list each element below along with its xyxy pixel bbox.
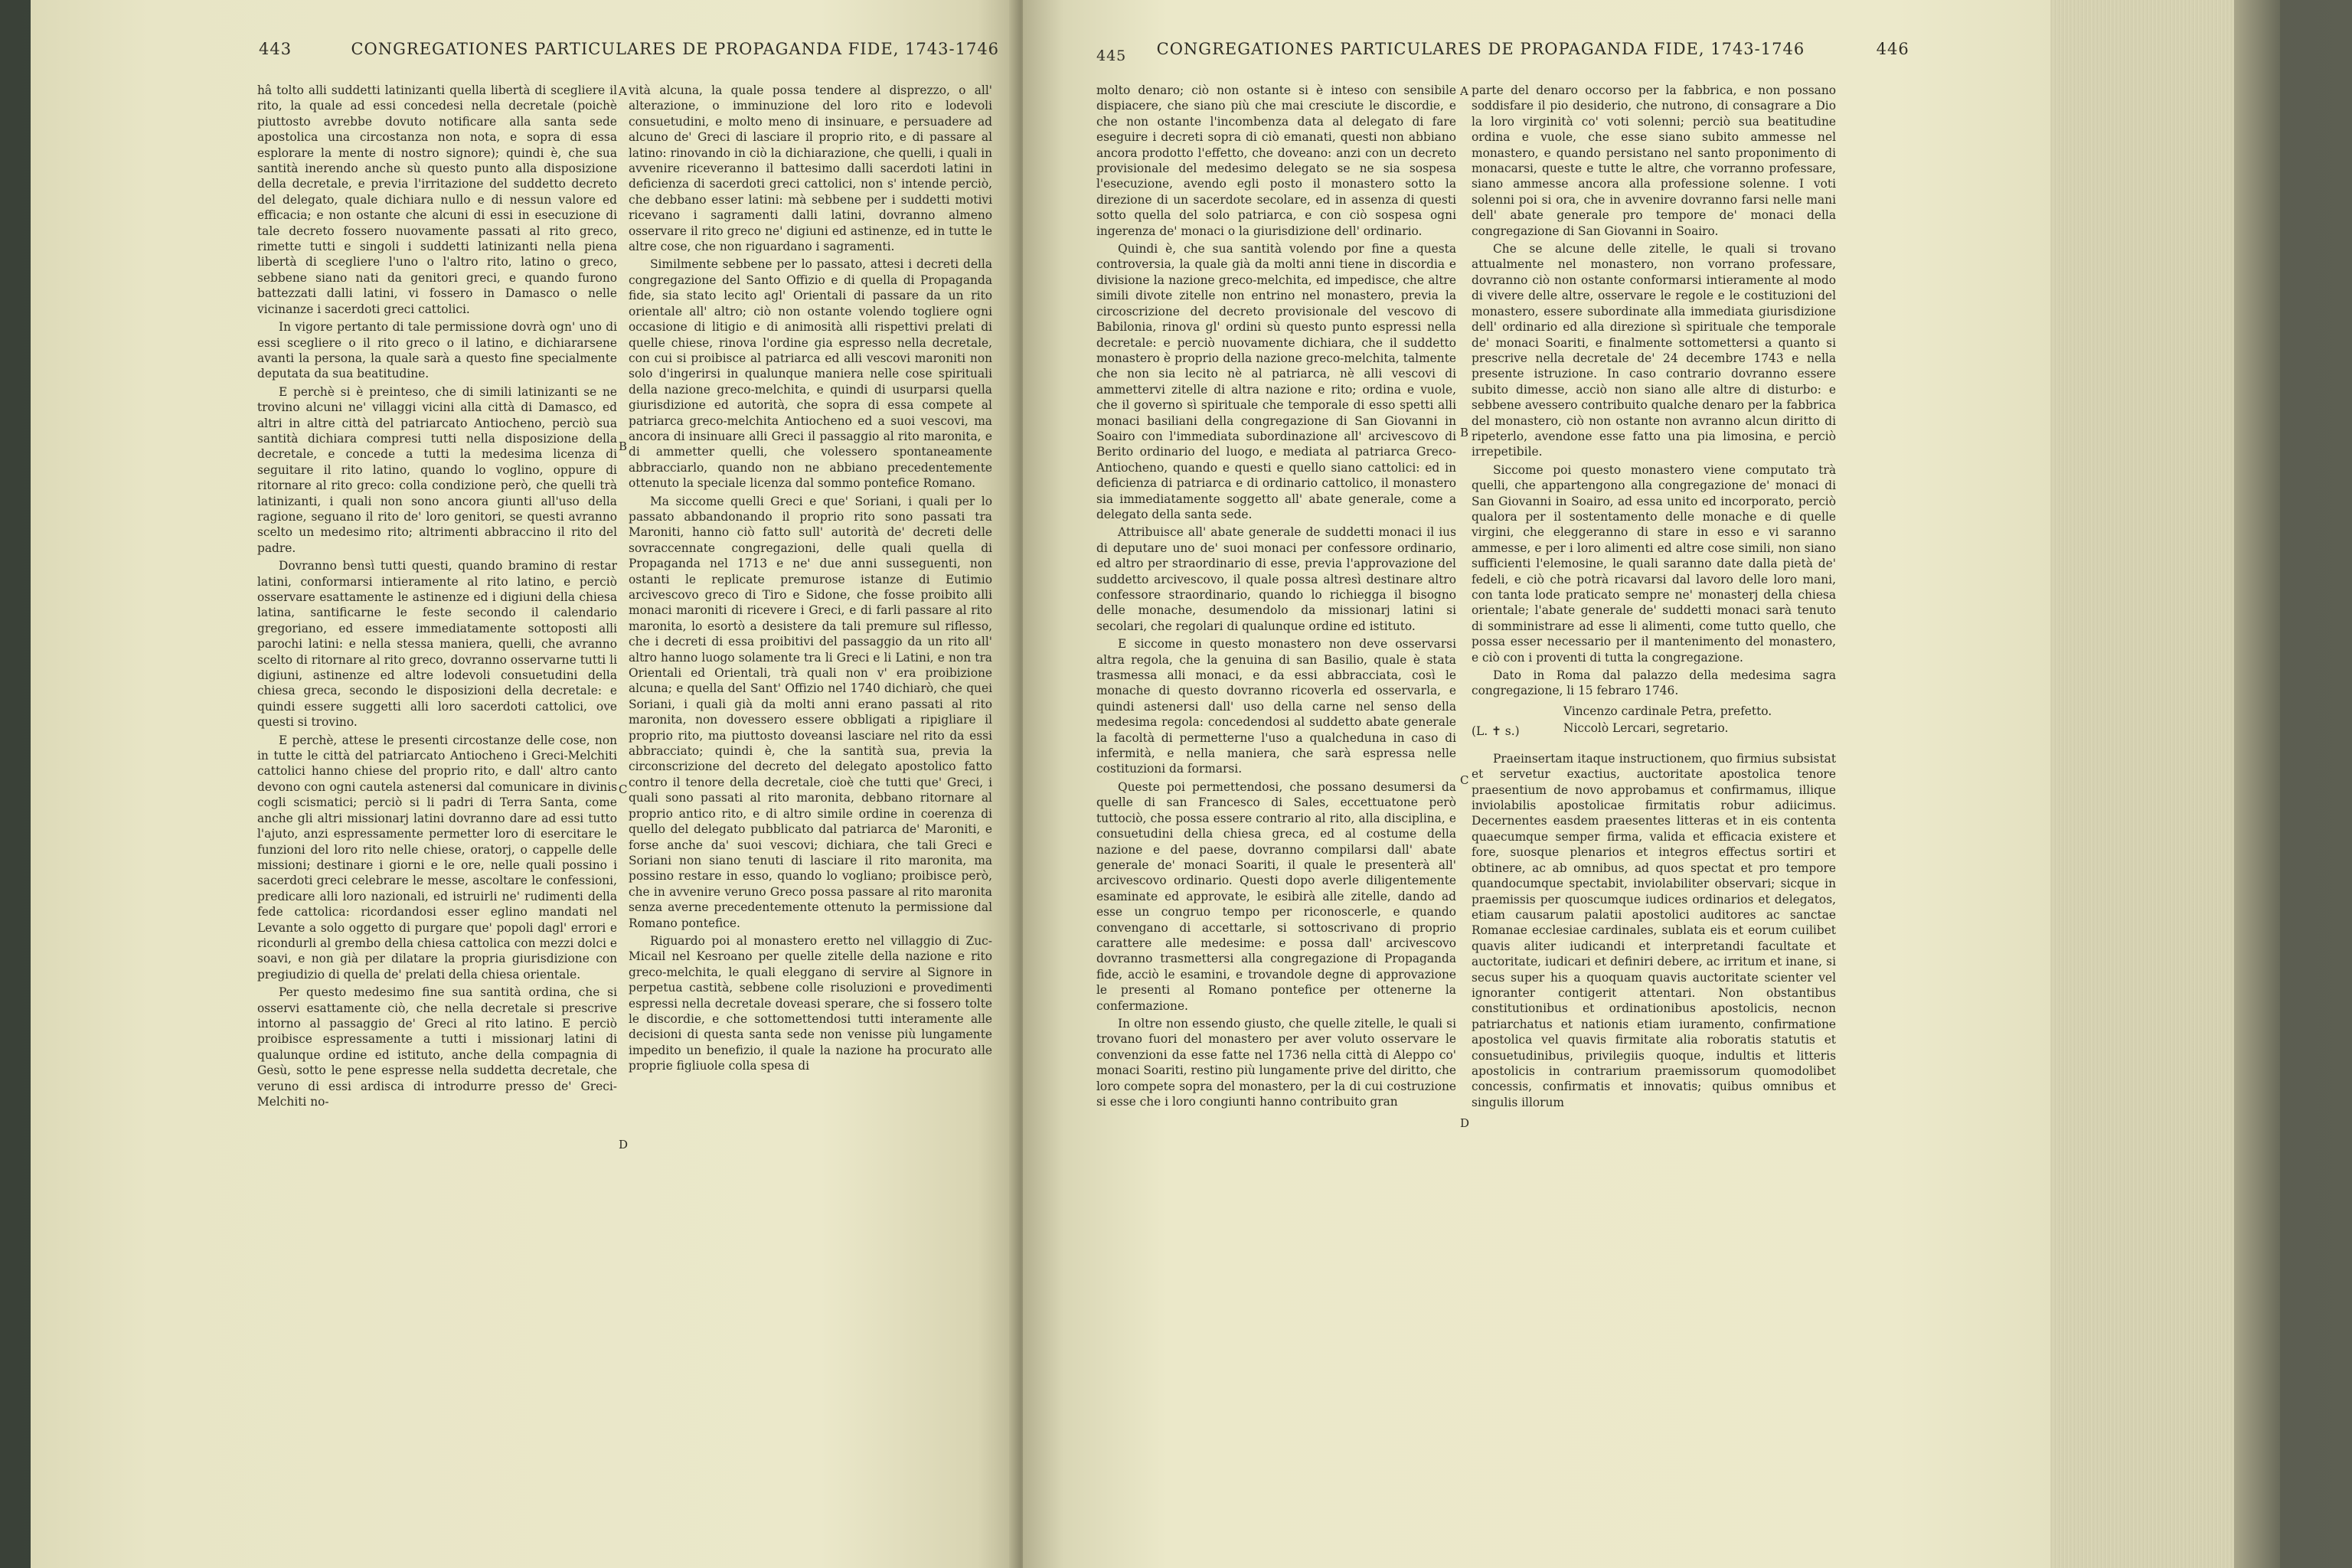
paragraph: E perchè si è preinteso, che di simili latinizanti se ne trovino alcuni ne' villaggi vicini alla città di Damasco, ed altri in altre città del patriarcato Antiocheno, perciò sua santità dichiara compresi tutti nella disposizione della decretale, e concede a tutti la medesima licenza di seguitare il rito latino, quando lo voglino, oppure di ritornare al rito greco: colla condizione però, che quelli trà latinizanti, i quali non sono ancora giunti all'uso della ragione, seguano il rito de' loro genitori, se questi avranno scelto un medesimo rito; altrimenti abbraccino il rito del padre. [257,384,617,555]
page-number-446: 446 [1876,40,1909,58]
paragraph: Riguardo poi al monastero eretto nel villaggio di Zuc-Micail nel Kesroano per quelle zitelle della nazione e rito greco-melchita, le quali eleggano di servire al Signore in perpetua castità, sebbene colle risoluzioni e provedimenti espressi nella decretale doveasi sperare, che si fossero tolte le discordie, e che sottomettendosi tutti interamente alle decisioni di questa santa sede non venisse più lungamente impedito un benefizio, il quale la nazione ha procurato alle proprie figliuole colla spesa di [629,933,992,1073]
page-number-445: 445 [1096,47,1127,64]
latin-paragraph: Praeinsertam itaque instructionem, quo firmius subsistat et servetur exactius, auctoritate apostolica tenore praesentium de novo approbamus et confirmamus, illique inviolabilis apostolicae firmitatis robur adiicimus. Decernentes easdem praesentes litteras et in eis contenta quaecumque semper firma, valida et efficacia existere et fore, suosque plenarios et integros effectus sortiri et obtinere, ac ab omnibus, ad quos spectat et pro tempore quandocumque spectabit, inviolabiliter observari; sicque in praemissis per quoscumque iudices ordinarios et delegatos, etiam causarum palatii apostolici auditores ac sanctae Romanae ecclesiae cardinales, sublata eis et eorum cuilibet quavis aliter iudicandi et interpretandi facultate et auctoritate, iudicari et definiri debere, ac irritum et inane, si secus super his a quoquam quavis auctoritate scienter vel ignoranter contigerit attentari. Non obstantibus constitutionibus et ordinationibus apostolicis, necnon patriarchatus et nationis etiam iuramento, confirmatione apostolica vel quavis firmitate alia roboratis statutis et consuetudinibus, privilegiis quoque, indultis et litteris apostolicis in contrarium praemissorum quomodolibet concessis, confirmatis et innovatis; quibus omnibus et singulis illorum [1472,751,1836,1109]
page-number-443: 443 [259,40,292,58]
text-column-1 [257,83,617,1112]
page-edges [2050,0,2234,1568]
running-title: CONGREGATIONES PARTICULARES DE PROPAGANDA FIDE, 1743-1746 [351,40,1000,58]
running-title-right: CONGREGATIONES PARTICULARES DE PROPAGANDA FIDE, 1743-1746 [1156,40,1805,58]
book-cover-edge [2234,0,2280,1568]
paragraph: In vigore pertanto di tale permissione dovrà ogn' uno di essi scegliere o il rito greco o il latino, e dichiararsene avanti la persona, la quale sarà a questo fine specialmente deputata da sua beatitudine. [257,320,617,381]
seal-mark: (L. ✝ s.) [1472,724,1520,738]
signature-secretary: Niccolò Lercari, segretario. [1563,720,1729,735]
paragraph: Ma siccome quelli Greci e que' Soriani, i quali per lo passato abbandonando il proprio rito sono passati tra Maroniti, hanno ciò fatto sull' autorità de' decreti delle sovraccennate congregazioni, delle quali quella di Propaganda nel 1713 e ne' due anni susseguenti, non ostanti le replicate premurose istanze di Eutimio arcivescovo greco di Tiro e Sidone, che fosse proibito alli monaci maroniti di ricevere i Greci, e di farli passare al rito maronita, lo esortò a desistere da tali premure sul riflesso, che i decreti di essa proibitivi del passaggio da un rito all' altro hanno luogo solamente tra li Greci e li Latini, e non tra Orientali ed Orientali, trà quali non v' era proibizione alcuna; e quella del Sant' Offizio nel 1740 dichiarò, che quei Soriani, i quali già da molti anni erano passati al rito maronita, non dovessero essere obbligati a ripigliare il proprio rito, ma piuttosto doveansi lasciare nel rito da essi abbracciato; quindi è, che la santità sua, previa la circonscrizione del decreto del delegato apostolico fatto contro il tenore della decretale, cioè che tutti que' Greci, i quali sono passati al rito maronita, debbano ritornare al proprio antico rito, e di altro simile ordine in coerenza di quello del delegato pubblicato dal patriarca de' Maroniti, e forse anche da' suoi vescovi; dichiara, che tali Greci e Soriani non siano tenuti di lasciare il rito maronita, ma possino restare in esso, quando lo vogliano; proibisce però, che in avvenire veruno Greco possa passare al rito maronita senza averne precedentemente ottenuto la permissione dal Romano pontefice. [629,494,992,930]
paragraph: Che se alcune delle zitelle, le quali si trovano attualmente nel monastero, non vorrano professare, dovranno ciò non ostante conformarsi intieramente al modo di vivere delle altre, osservare le regole e le costituzioni del monastero, essere subordinate alla immediata giurisdizione dell' ordinario ed alla direzione sì spirituale che temporale de' monaci Soariti, e finalmente sottomettersi a quanto si prescrive nella decretale de' 24 decembre 1743 e nella presente istruzione. In caso contrario dovranno essere subito dimesse, acciò non siano alle altre di disturbo: e sebbene avessero contribuito qualche denaro per la fabbrica del monastero, ciò non ostante non avranno alcun diritto di ripeterlo, avendone esse fatto una pia limosina, e perciò irrepetibile. [1472,242,1836,459]
margin-letter-c-right: C [1460,773,1469,787]
paragraph: Queste poi permettendosi, che possano desumersi da quelle di san Francesco di Sales, eccettuatone però tuttociò, che possa essere contrario al rito, alla disciplina, e consuetudini della chiesa greca, ed al costume della nazione e del paese, dovranno compilarsi dall' abate generale de' monaci Soariti, il quale le presenterà all' arcivescovo ordinario. Questi dopo averle diligentemente esaminate ed approvate, le esibirà alle zitelle, dando ad esse un congruo tempo per riconoscerle, e quando convengano di accettarle, si sottoscrivano di proprio carattere alle medesime: e possa dall' arcivescovo dovranno trasmettersi alla congregazione di Propaganda fide, acciò le esamini, e trovandole degne di approvazione le presenti al Romano pontefice per ottenerne la confermazione. [1096,779,1456,1013]
paragraph: molto denaro; ciò non ostante si è inteso con sensibile dispiacere, che siano più che mai cresciute le discordie, e che non ostante l'incombenza data al delegato di fare eseguire i decreti sopra di ciò emanati, questi non abbiano ancora prodotto l'effetto, che doveano: anzi con un decreto provisionale del medesimo delegato se ne sia sospesa l'esecuzione, avendo egli posto il monastero sotto la direzione di un sacerdote secolare, ed in assenza di questi sotto quella del solo patriarca, e con ciò sospesa ogni ingerenza de' monaci o la giurisdizione dell' ordinario. [1096,83,1456,238]
margin-letter-b: B [619,439,628,453]
paragraph: vità alcuna, la quale possa tendere al disprezzo, o all' alterazione, o imminuzione del loro rito e lodevoli consuetudini, e molto meno di insinuare, e persuadere ad alcuno de' Greci di lasciare il proprio rito, e di passare al latino: rinovando in ciò la dichiarazione, che quelli, i quali in avvenire riceveranno il battesimo dalli sacerdoti latini in deficienza di sacerdoti greci cattolici, non s' intende perciò, che debbano esser latini: mà sebbene per i suddetti motivi ricevano i sagramenti dalli latini, dovranno almeno osservare il rito greco ne' digiuni ed astinenze, ed in tutte le altre cose, che non riguardano i sagramenti. [629,83,992,254]
left-page [31,0,1017,1568]
paragraph: Quindi è, che sua santità volendo por fine a questa controversia, la quale già da molti anni tiene in discordia e divisione la nazione greco-melchita, ed impedisce, che altre simili divote zitelle non entrino nel monastero, previa la circoscrizione del decreto provisionale del vescovo di Babilonia, rinova gl' ordini sù questo punto espressi nella decretale: e perciò nuovamente dichiara, che il suddetto monastero è proprio della nazione greco-melchita, talmente che non sia lecito nè al patriarca, nè alli vescovi di ammettervi zitelle di altra nazione e rito; ordina e vuole, che il governo sì spirituale che temporale di esso spetti alli monaci basiliani della congregazione di San Giovanni in Soairo con l'immediata subordinazione all' arcivescovo di Berito ordinario del luogo, e mediata al patriarca Greco-Antiocheno, quando e questi e quello siano cattolici: ed in deficienza di patriarca e di ordinario cattolico, il monastero sia immediatamente soggetto all' abate generale, come a delegato della santa sede. [1096,242,1456,521]
margin-letter-a-right: A [1460,84,1468,98]
paragraph: Dovranno bensì tutti questi, quando bramino di restar latini, conformarsi intieramente al rito latino, e perciò osservare esattamente le astinenze ed i digiuni della chiesa latina, santificarne le feste secondo il calendario gregoriano, ed essere immediatamente sottoposti alli parochi latini: e nella stessa maniera, quelli, che avranno scelto di ritornare al rito greco, dovranno osservarne tutti li digiuni, astinenze ed altre lodevoli consuetudini della chiesa greca, secondo le disposizioni della decretale: e quindi essere suggetti alli loro sacerdoti cattolici, ove questi si trovino. [257,559,617,730]
margin-letter-a: A [619,84,627,98]
paragraph: Similmente sebbene per lo passato, attesi i decreti della congregazione del Santo Offizio e di quella di Propaganda fide, sia stato lecito agl' Orientali di passare da un rito orientale all' altro; ciò non ostante volendo togliere ogni occasione di litigio e di animosità alli rispettivi prelati di quelle chiese, rinova l'ordine gia espresso nella decretale, con cui si proibisce al patriarca ed alli vescovi maroniti non solo d'ingerirsi in qualunque maniera nelle cose spirituali della nazione greco-melchita, e quindi di usurparsi quella giurisdizione ed autorità, che sopra di essa compete al patriarca greco-melchita Antiocheno ed a suoi vescovi, ma ancora di insinuare alli Greci il passaggio al rito maronita, e di ammetter quelli, che volessero spontaneamente abbracciarlo, quando non ne abbiano precedentemente ottenuto la speciale licenza dal sommo pontefice Romano. [629,257,992,491]
right-page [1023,0,2050,1568]
paragraph: Per questo medesimo fine sua santità ordina, che si osservi esattamente ciò, che nella decretale si prescrive intorno al passaggio de' Greci al rito latino. E perciò proibisce espressamente a tutti i missionarj latini di qualunque ordine ed istituto, anche della compagnia di Gesù, sotto le pene espresse nella suddetta decretale, che veruno di essi ardisca di introdurre presso de' Greci-Melchiti no- [257,985,617,1109]
signature-prefect: Vincenzo cardinale Petra, prefetto. [1563,704,1772,718]
paragraph: E siccome in questo monastero non deve osservarsi altra regola, che la genuina di san Basilio, quale è stata trasmessa alli monaci, e da essi abbracciata, così le monache di questo dovranno ricoverla ed osservarla, e quindi astenersi dall' uso della carne nel senso della medesima regola: concedendosi al suddetto abate generale la facoltà di permetterne l'uso a qualcheduna in caso di infermità, e nella maniera, che sarà espressa nelle costituzioni da formarsi. [1096,637,1456,776]
margin-letter-c: C [619,782,628,796]
text-column-3 [1096,83,1456,1112]
margin-letter-b-right: B [1460,426,1469,439]
margin-letter-d: D [619,1138,629,1152]
paragraph: E perchè, attese le presenti circostanze delle cose, non in tutte le città del patriarcato Antiocheno i Greci-Melchiti cattolici hanno chiese del proprio rito, e dall' altro canto devono con ogni cautela astenersi dal comunicare in divinis cogli scismatici; perciò si li padri di Terra Santa, come anche gli altri missionarj latini dovranno dare ad essi tutto l'ajuto, anzi espressamente permetter loro di esercitare le funzioni del loro rito nelle chiese, oratorj, o cappelle delle missioni; destinare i giorni e le ore, nelle quali possino i sacerdoti greci celebrare le messe, ascoltare le confessioni, predicare alli loro nazionali, ed istruirli ne' rudimenti della fede cattolica: ricordandosi esser eglino mandati nel Levante a solo oggetto di purgare que' popoli dagl' errori e ricondurli al grembo della chiesa cattolica con mezzi dolci e soavi, e non già per dilatare la propria giurisdizione con pregiudizio di quella de' prelati della chiesa orientale. [257,733,617,982]
paragraph: Attribuisce all' abate generale de suddetti monaci il ius di deputare uno de' suoi monaci per confessore ordinario, ed altro per straordinario di esse, previa l'approvazione del suddetto arcivescovo, il quale possa altresì destinare altro confessore straordinario, quando lo richiegga il bisogno delle monache, desumendolo da missionarj latini si secolari, che regolari di qualunque ordine ed istituto. [1096,525,1456,633]
text-column-2 [629,83,992,1076]
text-column-4 [1472,83,1836,1112]
paragraph: Dato in Roma dal palazzo della medesima sagra congregazione, li 15 febraro 1746. [1472,668,1836,698]
signature-block [1472,704,1836,740]
paragraph: parte del denaro occorso per la fabbrica, e non possano soddisfare il pio desiderio, che nutrono, di consagrare a Dio la loro virginità co' voti solenni; perciò sua beatitudine ordina e vuole, che esse siano subito ammesse nel monastero, e quando persistano nel santo proponimento di monacarsi, queste e tutte le altre, che vorranno professare, siano ammesse ancora alla professione solenne. I voti solenni poi si ora, che in avvenire dovranno farsi nelle mani dell' abate generale pro tempore de' monaci della congregazione di San Giovanni in Soairo. [1472,83,1836,238]
margin-letter-d-right: D [1460,1116,1470,1130]
paragraph: In oltre non essendo giusto, che quelle zitelle, le quali si trovano fuori del monastero per aver voluto osservare le convenzioni da esse fatte nel 1736 nella città di Aleppo co' monaci Soariti, restino più lungamente prive del diritto, che loro compete sopra del monastero, per la di cui costruzione si esse che i loro congiunti hanno contribuito gran [1096,1016,1456,1109]
paragraph: hâ tolto alli suddetti latinizanti quella libertà di scegliere il rito, la quale ad essi concedesi nella decretale (poichè piuttosto avrebbe dovuto notificare alla santa sede apostolica una circostanza non nota, e sopra di essa esplorare la mente di nostro signore); quindi è, che sua santità inerendo anche sù questo punto alla disposizione della decretale, e previa l'irritazione del suddetto decreto del delegato, quale dichiara nullo e di nessun valore ed efficacia; e non ostante che alcuni di essi in esecuzione di tale decreto fossero nuovamente passati al rito greco, rimette tutti e singoli i suddetti latinizanti nella piena libertà di scegliere l'uno o l'altro rito, latino o greco, sebbene siano nati da genitori greci, e quando furono battezzati dalli latini, vi fossero in Damasco o nelle vicinanze i sacerdoti greci cattolici. [257,83,617,316]
right-running-header [1096,40,1909,66]
paragraph: Siccome poi questo monastero viene computato trà quelli, che appartengono alla congregazione de' monaci di San Giovanni in Soairo, ad essa unito ed incorporato, perciò qualora per il sostentamento delle monache e di quelle virgini, che eleggeranno di stare in esso e vi saranno ammesse, e per i loro alimenti ed altre cose simili, non siano sufficienti l'elemosine, le quali saranno date dalla pietà de' fedeli, e ciò che potrà ricavarsi dal lavoro delle loro mani, con tanta lode praticato sempre ne' monasterj della chiesa orientale; l'abate generale de' suddetti monaci sarà tenuto di somministrare ad esse li alimenti, come tutto quello, che possa esser necessario per il mantenimento del monastero, e ciò con i proventi di tutta la congregazione. [1472,462,1836,665]
left-running-header [259,40,1081,66]
